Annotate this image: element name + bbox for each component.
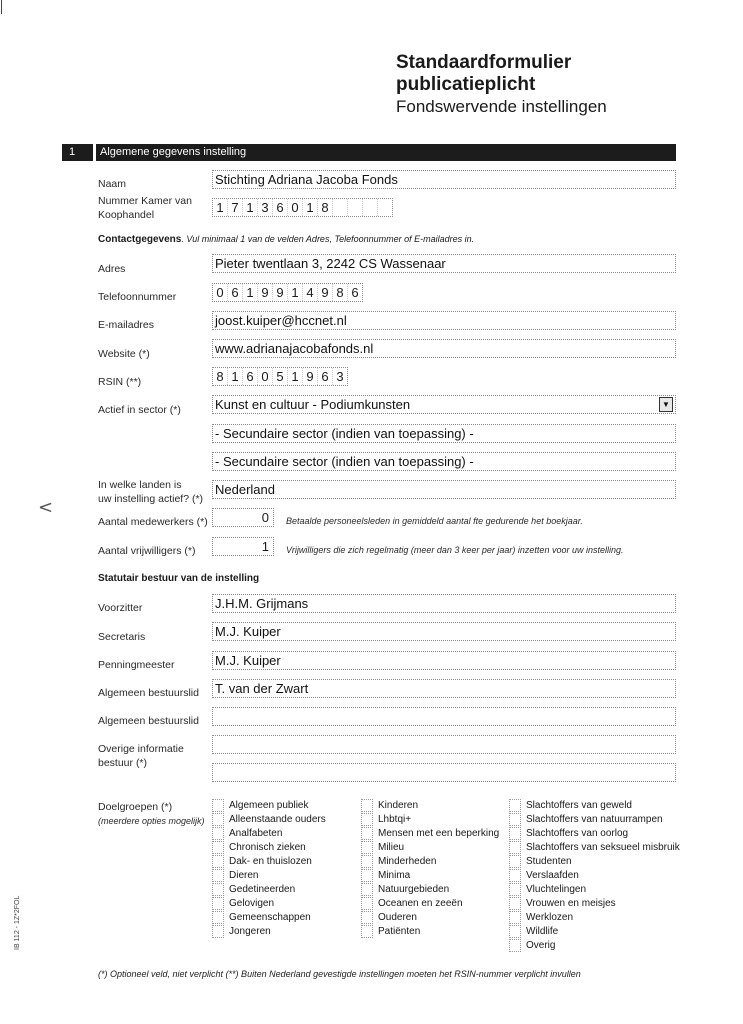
form-title-block [396,52,607,118]
doelgroep-option[interactable] [212,868,326,882]
board-member-field[interactable] [212,707,676,726]
adres-field[interactable]: Pieter twentlaan 3, 2242 CS Wassenaar [212,254,676,273]
sector-select[interactable] [212,395,676,414]
digit-cell [378,199,392,216]
overige-field-1[interactable] [212,735,676,754]
checkbox[interactable] [212,827,224,840]
section-divider [93,144,96,161]
doelgroep-option[interactable] [509,854,680,868]
doelgroep-option[interactable] [361,910,499,924]
checkbox[interactable] [361,911,373,924]
digit-cell: 8 [213,368,228,385]
checkbox-label: Verslaafden [526,869,579,881]
doelgroep-option[interactable] [361,868,499,882]
doelgroep-option[interactable] [361,798,499,812]
rsin-field[interactable] [212,367,348,386]
contact-instruction: . Vul minimaal 1 van de velden Adres, Telefoonnummer of E-mailadres in. [181,234,475,244]
digit-cell: 0 [213,284,228,301]
naam-label: Naam [98,178,127,190]
medewerkers-hint: Betaalde personeelsleden in gemiddeld aantal fte gedurende het boekjaar. [286,516,583,526]
doelgroep-option[interactable] [509,910,680,924]
checkbox-label: Natuurgebieden [378,883,450,895]
doelgroep-option[interactable] [212,910,326,924]
digit-cell [348,199,363,216]
form-subtitle: Fondswervende instellingen [396,97,607,116]
margin-mark: < [38,497,54,518]
board-member-label: Secretaris [98,631,146,643]
checkbox-label: Werklozen [526,911,574,923]
overige-label-line1: Overige informatie [98,743,184,755]
doelgroep-option[interactable] [509,812,680,826]
email-label: E-mailadres [98,319,155,331]
doelgroep-option[interactable] [509,826,680,840]
digit-cell: 3 [336,369,344,384]
section-header [62,144,676,161]
checkbox[interactable] [509,925,521,938]
doelgroep-option[interactable] [212,840,326,854]
board-member-label: Penningmeester [98,659,175,671]
checkbox-label: Oceanen en zeeën [378,897,463,909]
checkbox-label: Jongeren [229,925,271,937]
doelgroep-option[interactable] [509,868,680,882]
adres-label: Adres [98,263,126,275]
checkbox[interactable] [509,813,521,826]
doelgroep-option[interactable] [361,826,499,840]
kvk-number-field[interactable] [212,198,393,217]
contact-heading [98,234,474,245]
checkbox[interactable] [361,883,373,896]
checkbox[interactable] [509,855,521,868]
contact-heading-title: Contactgegevens [98,234,182,245]
checkbox-label: Vrouwen en meisjes [526,897,616,909]
website-field[interactable]: www.adrianajacobafonds.nl [212,339,676,358]
digit-cell: 6 [351,285,359,300]
checkbox-label: Wildlife [526,925,559,937]
digit-cell: 9 [303,368,318,385]
digit-cell: 1 [228,368,243,385]
doelgroep-option[interactable] [361,854,499,868]
doelgroep-option[interactable] [509,896,680,910]
website-label: Website (*) [98,348,150,360]
form-title-line2: publicatieplicht [396,74,536,95]
checkbox[interactable] [509,827,521,840]
doelgroepen-column-3 [509,798,680,952]
vrijwilligers-hint: Vrijwilligers die zich regelmatig (meer dan 3 keer per jaar) inzetten voor uw instelling. [286,545,624,555]
medewerkers-label: Aantal medewerkers (*) [98,516,208,528]
digit-cell: 1 [213,199,228,216]
digit-cell: 1 [243,199,258,216]
digit-cell [333,199,348,216]
section-number: 1 [69,146,76,158]
checkbox[interactable] [361,827,373,840]
checkbox-label: Slachtoffers van natuurrampen [526,813,663,825]
checkbox[interactable] [212,855,224,868]
naam-field[interactable]: Stichting Adriana Jacoba Fonds [212,170,676,189]
doelgroep-option[interactable] [361,924,499,938]
checkbox[interactable] [361,841,373,854]
board-member-label: Voorzitter [98,602,143,614]
digit-cell: 0 [258,368,273,385]
checkbox-label: Gemeenschappen [229,911,311,923]
checkbox-label: Algemeen publiek [229,799,309,811]
checkbox[interactable] [212,813,224,826]
form-title-line1: Standaardformulier [396,52,572,73]
board-member-field[interactable]: T. van der Zwart [212,679,676,698]
doelgroepen-column-1 [212,798,326,938]
checkbox[interactable] [361,855,373,868]
doelgroep-option[interactable] [509,798,680,812]
checkbox-label: Mensen met een beperking [378,827,500,839]
digit-cell: 6 [273,199,288,216]
doelgroep-option[interactable] [212,854,326,868]
dropdown-arrow-icon[interactable]: ▼ [659,397,673,412]
checkbox[interactable] [212,869,224,882]
landen-label-line2: uw instelling actief? (*) [98,493,204,505]
checkbox-label: Milieu [378,841,405,853]
checkbox[interactable] [509,897,521,910]
checkbox-label: Dieren [229,869,259,881]
checkbox-label: Slachtoffers van geweld [526,799,632,811]
checkbox-label: Chronisch zieken [229,841,306,853]
doelgroep-option[interactable] [212,826,326,840]
checkbox[interactable] [361,897,373,910]
checkbox-label: Dak- en thuislozen [229,855,312,867]
digit-cell: 1 [288,284,303,301]
digit-cell: 7 [228,199,243,216]
digit-cell: 6 [243,368,258,385]
digit-cell: 3 [258,199,273,216]
doelgroepen-sublabel: (meerdere opties mogelijk) [98,816,205,826]
checkbox-label: Lhbtqi+ [378,813,412,825]
digit-cell: 8 [318,199,333,216]
checkbox-label: Studenten [526,855,572,867]
checkbox[interactable] [361,799,373,812]
doelgroep-option[interactable] [509,924,680,938]
checkbox-label: Ouderen [378,911,417,923]
checkbox-label: Minima [378,869,411,881]
checkbox[interactable] [212,799,224,812]
digit-cell [363,199,378,216]
checkbox-label: Overig [526,939,556,951]
vrijwilligers-field[interactable]: 1 [212,537,274,556]
checkbox-label: Slachtoffers van oorlog [526,827,629,839]
checkbox[interactable] [509,841,521,854]
digit-cell: 1 [303,199,318,216]
digit-cell: 5 [273,368,288,385]
sector-selected-value: Kunst en cultuur - Podiumkunsten [215,397,411,412]
doelgroep-option[interactable] [212,812,326,826]
rsin-label: RSIN (**) [98,376,142,388]
doelgroepen-label: Doelgroepen (*) [98,801,173,813]
checkbox-label: Kinderen [378,799,419,811]
doelgroep-option[interactable] [361,840,499,854]
board-heading: Statutair bestuur van de instelling [98,573,260,584]
digit-cell: 6 [228,284,243,301]
checkbox[interactable] [212,911,224,924]
checkbox-label: Minderheden [378,855,437,867]
checkbox[interactable] [212,925,224,938]
doelgroep-option[interactable] [212,798,326,812]
kvk-label-line1: Nummer Kamer van [98,195,192,207]
kvk-label-line2: Koophandel [98,209,155,221]
checkbox-label: Gedetineerden [229,883,296,895]
telefoon-label: Telefoonnummer [98,291,177,303]
email-field[interactable]: joost.kuiper@hccnet.nl [212,311,676,330]
medewerkers-field[interactable]: 0 [212,508,274,527]
checkbox[interactable] [509,911,521,924]
overige-field-2[interactable] [212,763,676,782]
digit-cell: 9 [318,284,333,301]
landen-label-line1: In welke landen is [98,479,182,491]
digit-cell: 8 [333,284,348,301]
checkbox-label: Analfabeten [229,827,283,839]
digit-cell: 9 [258,284,273,301]
digit-cell: 1 [243,284,258,301]
secondary-sector-select-2[interactable]: - Secundaire sector (indien van toepassing) - [212,452,676,471]
checkbox-label: Vluchtelingen [526,883,587,895]
doelgroep-option[interactable] [361,896,499,910]
doelgroep-option[interactable] [509,840,680,854]
digit-cell: 1 [288,368,303,385]
landen-field[interactable]: Nederland [212,480,676,499]
board-member-field[interactable]: J.H.M. Grijmans [212,594,676,613]
checkbox[interactable] [509,939,521,952]
checkbox-label: Patiënten [378,925,421,937]
checkbox[interactable] [361,869,373,882]
checkbox[interactable] [509,883,521,896]
board-member-label: Algemeen bestuurslid [98,687,199,699]
vrijwilligers-label: Aantal vrijwilligers (*) [98,545,196,557]
checkbox-label: Slachtoffers van seksueel misbruik [526,841,680,853]
checkbox[interactable] [509,869,521,882]
digit-cell: 6 [318,368,333,385]
secondary-sector-select-1[interactable]: - Secundaire sector (indien van toepassing) - [212,424,676,443]
checkbox[interactable] [212,883,224,896]
checkbox-label: Gelovigen [229,897,275,909]
digit-cell: 9 [273,284,288,301]
scan-edge-mark [1,0,2,14]
digit-cell: 0 [288,199,303,216]
doelgroep-option[interactable] [212,882,326,896]
board-member-label: Algemeen bestuurslid [98,715,199,727]
checkbox[interactable] [509,799,521,812]
doelgroep-option[interactable] [361,882,499,896]
board-member-field[interactable]: M.J. Kuiper [212,651,676,670]
checkbox[interactable] [361,813,373,826]
footnote: (*) Optioneel veld, niet verplicht (**) Buiten Nederland gevestigde instellingen moeten het RSIN-nummer verplicht invullen [98,969,581,979]
overige-label-line2: bestuur (*) [98,757,148,769]
digit-cell: 4 [303,284,318,301]
checkbox[interactable] [212,897,224,910]
checkbox[interactable] [361,925,373,938]
doelgroep-option[interactable] [212,924,326,938]
form-code: IB 112 - 1Z*2FOL [14,895,21,950]
doelgroep-option[interactable] [509,882,680,896]
doelgroep-option[interactable] [361,812,499,826]
telefoon-field[interactable] [212,283,363,302]
board-member-field[interactable]: M.J. Kuiper [212,622,676,641]
sector-label: Actief in sector (*) [98,404,181,416]
checkbox[interactable] [212,841,224,854]
doelgroep-option[interactable] [212,896,326,910]
doelgroep-option[interactable] [509,938,680,952]
doelgroepen-column-2 [361,798,499,938]
checkbox-label: Alleenstaande ouders [229,813,326,825]
section-title: Algemene gegevens instelling [100,146,247,158]
